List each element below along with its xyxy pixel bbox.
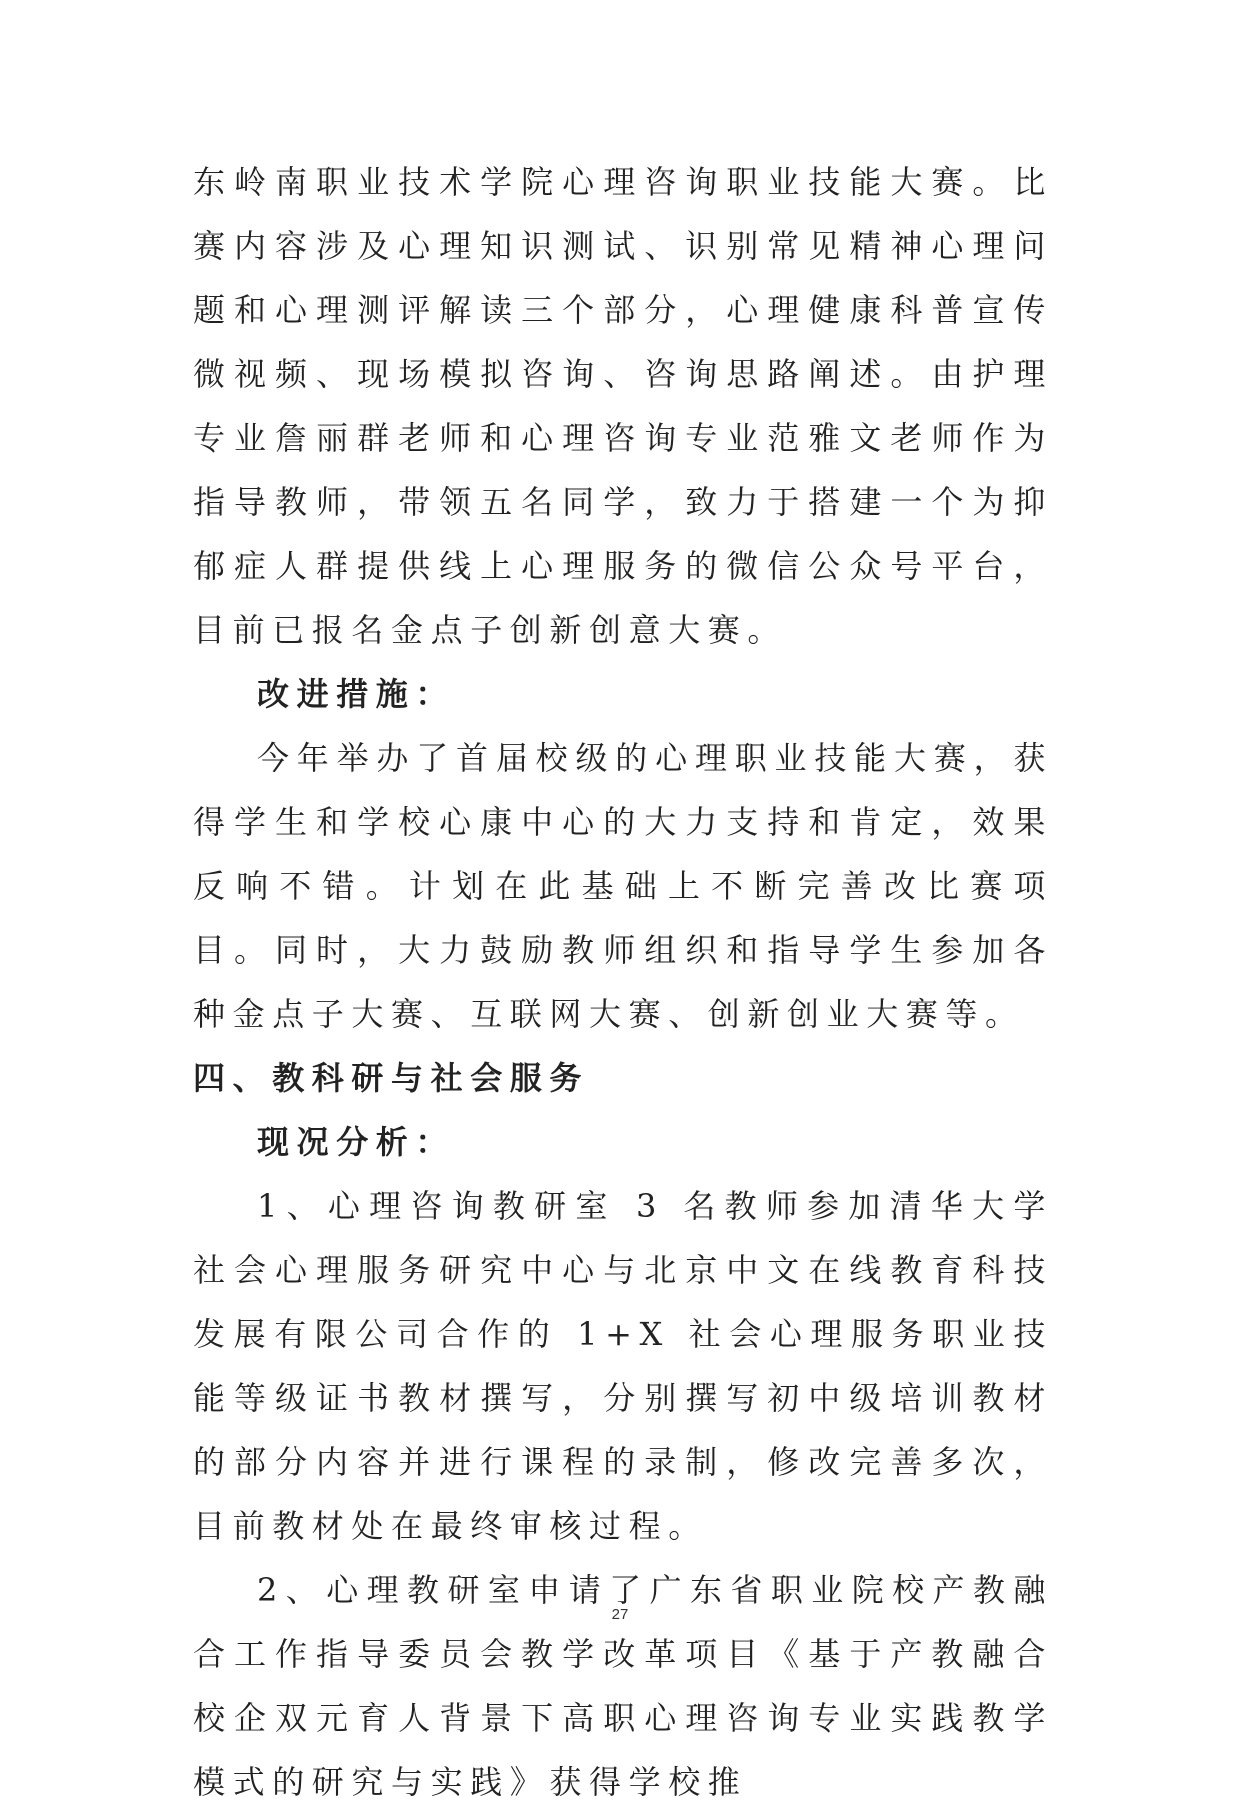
document-body bbox=[193, 150, 1053, 1814]
paragraph-competition-content: 东岭南职业技术学院心理咨询职业技能大赛。比赛内容涉及心理知识测试、识别常见精神心理问题和心理测评解读三个部分，心理健康科普宣传微视频、现场模拟咨询、咨询思路阐述。由护理专业詹丽群老师和心理咨询专业范雅文老师作为指导教师，带领五名同学，致力于搭建一个为抑郁症人群提供线上心理服务的微信公众号平台，目前已报名金点子创新创意大赛。 bbox=[193, 163, 1053, 649]
heading-improvement-measures: 改进措施： bbox=[257, 675, 456, 713]
paragraph-item-one: 1、心理咨询教研室 3 名教师参加清华大学社会心理服务研究中心与北京中文在线教育科技发展有限公司合作的 1+X 社会心理服务职业技能等级证书教材撰写，分别撰写初中级培训教材的部分内容并进行课程的录制，修改完善多次，目前教材处在最终审核过程。 bbox=[193, 1187, 1053, 1545]
paragraph-item-two: 2、心理教研室申请了广东省职业院校产教融合工作指导委员会教学改革项目《基于产教融合校企双元育人背景下高职心理咨询专业实践教学模式的研究与实践》获得学校推 bbox=[193, 1571, 1053, 1801]
heading-section-four: 四、教科研与社会服务 bbox=[193, 1059, 590, 1097]
page-number: 27 bbox=[611, 1606, 629, 1623]
paragraph-improvement-plan: 今年举办了首届校级的心理职业技能大赛，获得学生和学校心康中心的大力支持和肯定，效果反响不错。计划在此基础上不断完善改比赛项目。同时，大力鼓励教师组织和指导学生参加各种金点子大赛、互联网大赛、创新创业大赛等。 bbox=[193, 739, 1053, 1033]
heading-status-analysis: 现况分析： bbox=[257, 1123, 456, 1161]
